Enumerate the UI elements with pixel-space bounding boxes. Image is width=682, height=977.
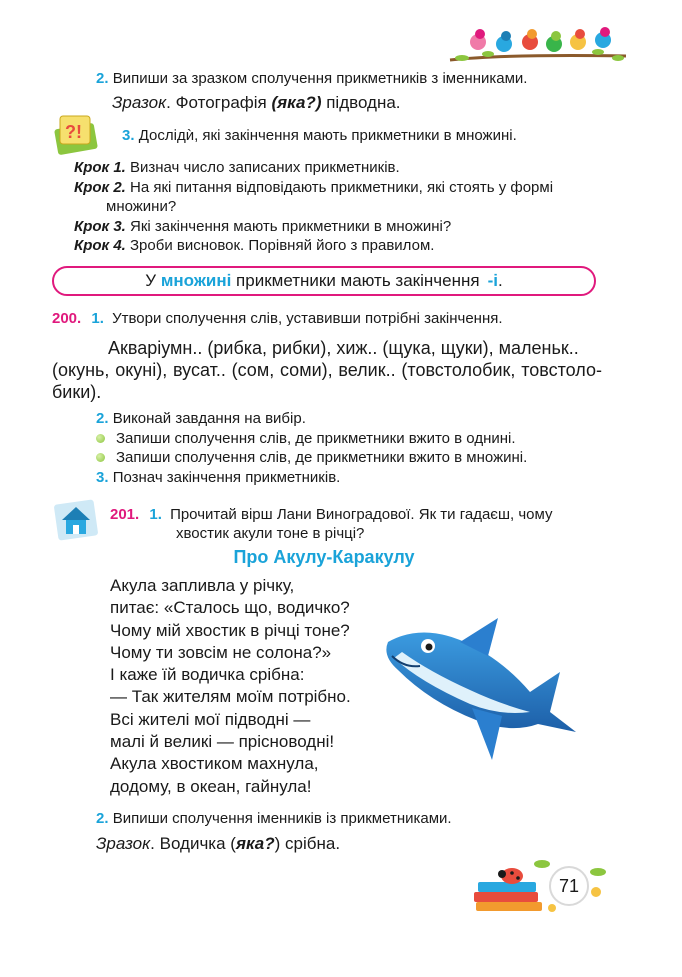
- rule-ending: -і: [487, 271, 498, 290]
- task-text: Випиши за зразком сполучення прикметників з іменниками.: [112, 70, 528, 87]
- sample-label: Зразок: [112, 93, 167, 112]
- text-line-1: Акваріумн.. (рибка, рибки), хиж.. (щука, щуки), маленьк..: [108, 338, 579, 358]
- poem-line: Чому ти зовсім не солона?»: [110, 642, 332, 662]
- step-2-cont: множини?: [106, 198, 177, 215]
- poem: [110, 575, 351, 798]
- birds-on-branch-icon: [448, 18, 628, 68]
- task-text-cont: хвостик акули тоне в річці?: [176, 525, 365, 542]
- option-2: Запиши сполучення слів, де прикметники вжито в множині.: [116, 449, 528, 466]
- task-200-3: [96, 468, 340, 487]
- step-3: Крок 3. Які закінчення мають прикметники в множині?: [74, 218, 452, 235]
- step-2: Крок 2. На які питання відповідають прикметники, які стоять у формі: [74, 179, 554, 196]
- sample-label: Зразок: [96, 834, 151, 853]
- task-number: 2.: [96, 410, 109, 427]
- exercise-201-header: [110, 505, 552, 524]
- text-line-3: бики).: [52, 382, 102, 402]
- task-number: 2.: [96, 810, 109, 827]
- poem-line: Всі жителі мої підводні —: [110, 709, 311, 729]
- puzzle-question-icon: [54, 112, 100, 158]
- poem-line: Чому мій хвостик в річці тоне?: [110, 620, 350, 640]
- task-number: 1.: [91, 310, 104, 327]
- rule-highlight: множині: [160, 271, 232, 290]
- task-number: 3.: [122, 127, 135, 144]
- task-text: Виконай завдання на вибір.: [112, 410, 306, 427]
- exercise-200-header: [52, 309, 503, 328]
- task-text: Утвори сполучення слів, уставивши потрібні закінчення.: [112, 310, 503, 327]
- sample-question: яка?: [235, 834, 275, 853]
- option-bullet-icon: [96, 434, 105, 443]
- task-number: 1.: [149, 506, 162, 523]
- poem-line: Акула запливла у річку,: [110, 576, 295, 595]
- house-icon: [54, 498, 98, 542]
- option-1: Запиши сполучення слів, де прикметники вжито в однині.: [116, 430, 516, 447]
- poem-line: Акула хвостиком махнула,: [110, 754, 319, 774]
- step-1: Крок 1. Визнач число записаних прикметників.: [74, 159, 400, 176]
- task-text: Дослідѝ, які закінчення мають прикметники в множині.: [138, 127, 517, 144]
- poem-line: додому, в океан, гайнула!: [110, 776, 312, 796]
- task-text: Випиши сполучення іменників із прикметниками.: [112, 810, 452, 827]
- poem-line: питає: «Сталось що, водичко?: [110, 598, 350, 618]
- poem-line: малі й великі — прісноводні!: [110, 732, 335, 752]
- task-text: Познач закінчення прикметників.: [112, 469, 341, 486]
- svg-text:?!: ?!: [65, 122, 82, 142]
- task-text: Прочитай вірш Лани Виноградової. Як ти гадаєш, чому: [170, 506, 553, 523]
- task-199-3: [122, 126, 517, 145]
- poem-title: Про Акулу-Каракулу: [233, 547, 415, 567]
- page-number: 71: [549, 866, 589, 906]
- shark-illustration: [380, 612, 580, 772]
- option-bullet-icon: [96, 453, 105, 462]
- task-201-2: [96, 809, 452, 828]
- books-ladybug-icon: [472, 852, 612, 916]
- task-200-2: [96, 409, 306, 428]
- task-199-2: [96, 69, 527, 88]
- sample-201: Зразок. Водичка (яка?) срібна.: [96, 834, 341, 853]
- poem-line: І каже їй водичка срібна:: [110, 665, 305, 685]
- text-line-2: (окунь, окуні), вусат.. (сом, соми), велик.. (товстолобик, товстоло-: [52, 360, 602, 380]
- task-number: 2.: [96, 70, 109, 87]
- exercise-number: 200.: [52, 310, 82, 327]
- step-4: Крок 4. Зроби висновок. Порівняй його з правилом.: [74, 237, 435, 254]
- sample-199: Зразок. Фотографія (яка?) підводна.: [112, 93, 401, 112]
- task-number: 3.: [96, 469, 109, 486]
- rule-box: У множині прикметники мають закінчення -і.: [52, 266, 596, 296]
- poem-line: — Так жителям моїм потрібно.: [110, 687, 351, 707]
- sample-question: (яка?): [271, 93, 322, 112]
- exercise-number: 201.: [110, 506, 140, 523]
